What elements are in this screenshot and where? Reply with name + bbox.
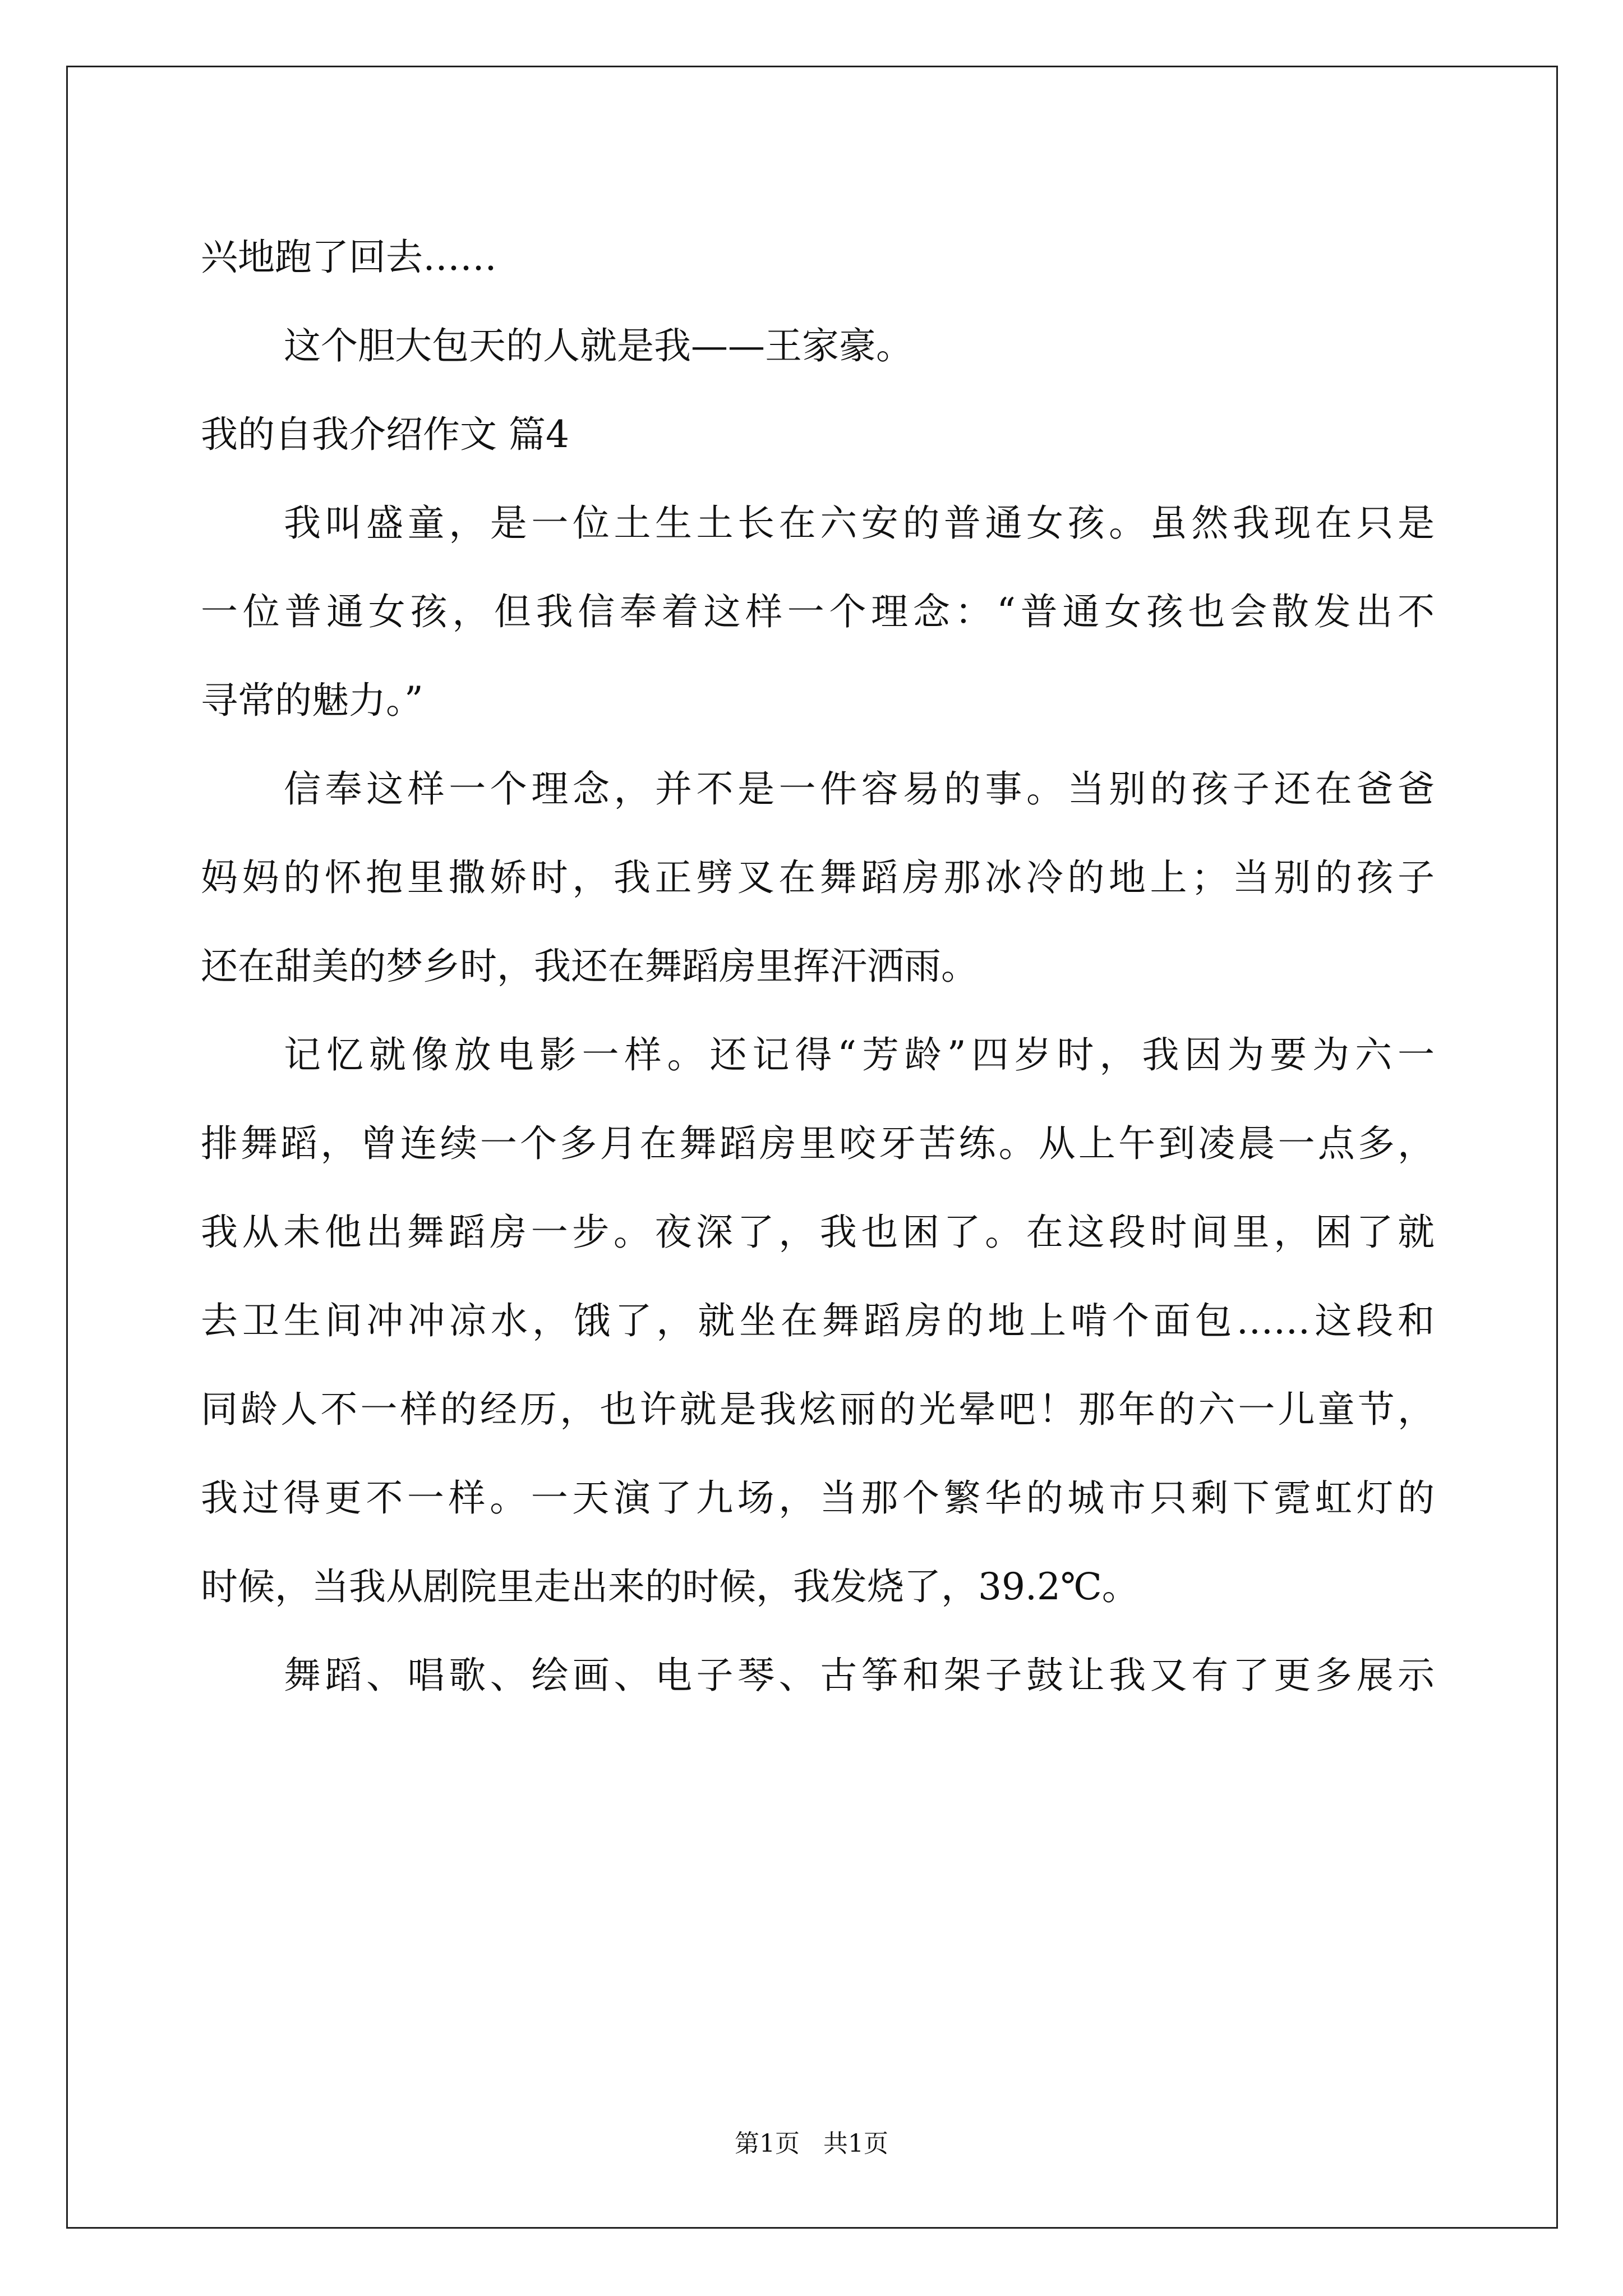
- section-heading: 我的自我介绍作文 篇4: [201, 413, 569, 456]
- text-line-1: 兴地跑了回去……: [201, 236, 497, 279]
- text-line-11: 排舞蹈，曾连续一个多月在舞蹈房里咬牙苦练。从上午到凌晨一点多，: [201, 1122, 1435, 1165]
- text-line-5: 一位普通女孩，但我信奉着这样一个理念：“普通女孩也会散发出不: [201, 590, 1435, 633]
- text-line-2: 这个胆大包天的人就是我——王家豪。: [284, 324, 913, 367]
- text-line-13: 去卫生间冲冲凉水，饿了，就坐在舞蹈房的地上啃个面包……这段和: [201, 1299, 1435, 1342]
- text-line-15: 我过得更不一样。一天演了九场，当那个繁华的城市只剩下霓虹灯的: [201, 1476, 1435, 1520]
- text-line-4: 我叫盛童，是一位土生土长在六安的普通女孩。虽然我现在只是: [284, 501, 1435, 545]
- page-footer: 第1页 共1页: [735, 2129, 888, 2158]
- text-line-7: 信奉这样一个理念，并不是一件容易的事。当别的孩子还在爸爸: [284, 767, 1435, 811]
- text-line-16: 时候，当我从剧院里走出来的时候，我发烧了，39.2℃。: [201, 1565, 1139, 1608]
- text-line-17: 舞蹈、唱歌、绘画、电子琴、古筝和架子鼓让我又有了更多展示: [284, 1654, 1435, 1697]
- text-line-12: 我从未他出舞蹈房一步。夜深了，我也困了。在这段时间里，困了就: [201, 1211, 1435, 1254]
- text-line-6: 寻常的魅力。”: [201, 679, 423, 722]
- text-line-14: 同龄人不一样的经历，也许就是我炫丽的光晕吧！那年的六一儿童节，: [201, 1388, 1435, 1431]
- text-line-10: 记忆就像放电影一样。还记得“芳龄”四岁时，我因为要为六一: [284, 1033, 1435, 1076]
- text-line-9: 还在甜美的梦乡时，我还在舞蹈房里挥汗洒雨。: [201, 945, 978, 988]
- text-line-8: 妈妈的怀抱里撒娇时，我正劈叉在舞蹈房那冰冷的地上；当别的孩子: [201, 856, 1435, 899]
- document-body: [201, 213, 1435, 1720]
